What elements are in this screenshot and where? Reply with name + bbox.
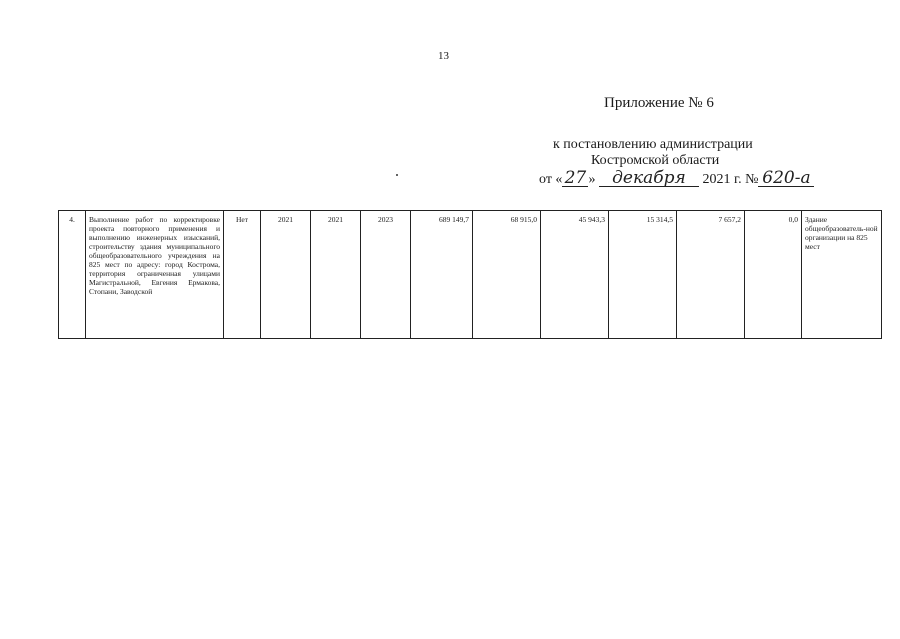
cell-year-2: 2021: [311, 211, 361, 339]
handwritten-day: 27: [562, 170, 588, 187]
page-number: 13: [438, 50, 449, 62]
date-year: 2021 г. №: [702, 172, 759, 187]
cell-amount-3: 15 314,5: [609, 211, 677, 339]
data-table: [58, 210, 882, 339]
cell-amount-5: 0,0: [745, 211, 802, 339]
cell-year-1: 2021: [261, 211, 311, 339]
date-mid: »: [588, 172, 596, 187]
date-prefix: от «: [539, 172, 563, 187]
handwritten-number: 620-а: [758, 170, 814, 187]
cell-amount-2: 45 943,3: [541, 211, 609, 339]
cell-number: 4.: [59, 211, 86, 339]
table-row: [59, 211, 882, 339]
cell-amount-4: 7 657,2: [677, 211, 745, 339]
handwritten-month: декабря: [599, 170, 699, 187]
cell-year-3: 2023: [361, 211, 411, 339]
resolution-line-1: к постановлению администрации: [553, 137, 753, 152]
cell-total: 689 149,7: [411, 211, 473, 339]
resolution-date-line: [539, 170, 814, 188]
cell-description: Выполнение работ по корректировке проекта повторного применения и выполнению инженерных изысканий, строительству здания муниципального общеобразовательного учреждения на 825 мест по адресу: город Кострома, территория ограниченная улицами Магистральной, Евгения Ермакова, Стопани, Заводской: [86, 211, 224, 339]
cell-result: Здание общеобразователь-ной организации на 825 мест: [802, 211, 882, 339]
stray-dot: [396, 174, 398, 176]
resolution-line-2: Костромской области: [591, 153, 720, 168]
cell-flag: Нет: [224, 211, 261, 339]
appendix-title: Приложение № 6: [604, 95, 714, 111]
cell-amount-1: 68 915,0: [473, 211, 541, 339]
